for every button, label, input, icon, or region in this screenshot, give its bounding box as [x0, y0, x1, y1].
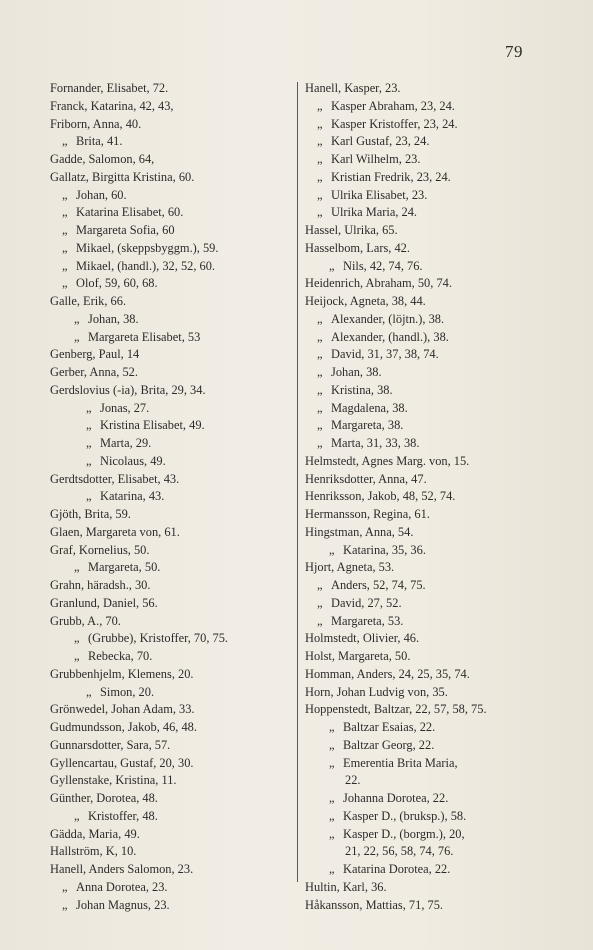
index-entry: [50, 240, 290, 258]
index-entry: [305, 293, 545, 311]
entry-text: Hanell, Anders Salomon, 23.: [50, 862, 194, 876]
ditto-mark: „: [317, 347, 323, 362]
entry-text: Kasper D., (borgm.), 20,: [343, 826, 465, 841]
ditto-mark: „: [62, 223, 68, 237]
index-entry: [305, 453, 545, 471]
index-entry: [305, 311, 545, 329]
ditto-mark: „: [329, 720, 335, 734]
entry-text: Gädda, Maria, 49.: [50, 826, 140, 841]
ditto-mark: „: [329, 791, 335, 805]
index-entry: [50, 311, 290, 329]
entry-text: Margareta Elisabet, 53: [88, 329, 201, 344]
entry-text: Hanell, Kasper, 23.: [305, 81, 401, 95]
entry-text: Margareta, 53.: [331, 613, 404, 628]
index-entry: [50, 169, 290, 187]
index-entry: [50, 151, 290, 169]
entry-text: Hallström, K, 10.: [50, 844, 137, 859]
entry-text: Hjort, Agneta, 53.: [305, 560, 395, 575]
ditto-mark: „: [86, 418, 92, 433]
entry-text: Johanna Dorotea, 22.: [343, 791, 449, 805]
index-entry: [50, 471, 290, 489]
entry-text: Hingstman, Anna, 54.: [305, 524, 414, 539]
entry-text: Anna Dorotea, 23.: [76, 879, 168, 894]
index-entry: [305, 417, 545, 435]
index-entry: [305, 861, 545, 879]
ditto-mark: „: [317, 436, 323, 450]
ditto-mark: „: [317, 98, 323, 113]
ditto-mark: „: [74, 329, 80, 344]
entry-text: Franck, Katarina, 42, 43,: [50, 98, 174, 113]
entry-text: Anders, 52, 74, 75.: [331, 578, 426, 592]
index-entry: [50, 524, 290, 542]
ditto-mark: „: [329, 862, 335, 876]
ditto-mark: „: [74, 631, 80, 646]
index-entry: [50, 737, 290, 755]
entry-text: (Grubbe), Kristoffer, 70, 75.: [88, 631, 229, 646]
entry-text: Fornander, Elisabet, 72.: [50, 81, 169, 95]
index-entry: [305, 471, 545, 489]
entry-text: Nils, 42, 74, 76.: [343, 258, 423, 273]
ditto-mark: „: [329, 808, 335, 823]
index-entry: [50, 275, 290, 293]
entry-text: Karl Wilhelm, 23.: [331, 152, 421, 166]
index-entry: [305, 808, 545, 826]
entry-text: Kristoffer, 48.: [88, 808, 158, 823]
entry-text: Baltzar Georg, 22.: [343, 737, 435, 752]
index-entry: [50, 719, 290, 737]
ditto-mark: „: [86, 400, 92, 415]
ditto-mark: „: [317, 187, 323, 202]
entry-text: Holst, Margareta, 50.: [305, 649, 411, 663]
index-entry: [50, 258, 290, 276]
index-entry: [305, 116, 545, 134]
entry-text: Gyllenstake, Kristina, 11.: [50, 773, 177, 788]
ditto-mark: „: [317, 311, 323, 326]
index-entry: [305, 790, 545, 808]
index-entry: [305, 151, 545, 169]
index-entry: [305, 98, 545, 116]
entry-text: Homman, Anders, 24, 25, 35, 74.: [305, 666, 470, 681]
entry-text: Simon, 20.: [100, 684, 155, 699]
index-entry: [305, 524, 545, 542]
entry-text: Magdalena, 38.: [331, 400, 408, 415]
index-entry: [50, 400, 290, 418]
index-entry: [50, 133, 290, 151]
index-entry: [305, 577, 545, 595]
index-entry: [50, 364, 290, 382]
entry-text: Heijock, Agneta, 38, 44.: [305, 294, 426, 308]
entry-text: Marta, 31, 33, 38.: [331, 436, 420, 450]
index-entry: [305, 80, 545, 98]
entry-text: Hermansson, Regina, 61.: [305, 507, 430, 521]
entry-text: Henriksdotter, Anna, 47.: [305, 471, 427, 486]
ditto-mark: „: [317, 205, 323, 220]
index-entry: [50, 506, 290, 524]
entry-text: 22.: [345, 773, 361, 788]
ditto-mark: „: [62, 187, 68, 202]
ditto-mark: „: [329, 755, 335, 770]
ditto-mark: „: [317, 400, 323, 415]
index-entry: [305, 329, 545, 347]
entry-text: Gjöth, Brita, 59.: [50, 507, 131, 521]
entry-text: Brita, 41.: [76, 134, 123, 149]
index-entry: [305, 772, 545, 790]
ditto-mark: „: [317, 595, 323, 610]
ditto-mark: „: [317, 169, 323, 184]
entry-text: Gallatz, Birgitta Kristina, 60.: [50, 169, 195, 184]
ditto-mark: „: [317, 116, 323, 131]
index-entry: [50, 329, 290, 347]
entry-text: Kasper Kristoffer, 23, 24.: [331, 116, 458, 131]
entry-text: Günther, Dorotea, 48.: [50, 791, 158, 805]
ditto-mark: „: [86, 453, 92, 468]
entry-text: Olof, 59, 60, 68.: [76, 276, 158, 291]
ditto-mark: „: [317, 329, 323, 344]
index-entry: [50, 630, 290, 648]
index-entry: [305, 737, 545, 755]
entry-text: Johan, 38.: [331, 365, 382, 379]
entry-text: Kristina, 38.: [331, 382, 393, 397]
entry-text: Alexander, (löjtn.), 38.: [331, 311, 445, 326]
index-entry: [50, 595, 290, 613]
index-entry: [305, 204, 545, 222]
ditto-mark: „: [329, 737, 335, 752]
index-entry: [305, 648, 545, 666]
index-entry: [50, 204, 290, 222]
index-entry: [305, 826, 545, 844]
entry-text: Galle, Erik, 66.: [50, 294, 127, 308]
index-entry: [305, 684, 545, 702]
entry-text: Alexander, (handl.), 38.: [331, 329, 449, 344]
index-entry: [305, 542, 545, 560]
ditto-mark: „: [62, 240, 68, 255]
index-entry: [305, 506, 545, 524]
entry-text: Håkansson, Mattias, 71, 75.: [305, 897, 444, 912]
entry-text: Holmstedt, Olivier, 46.: [305, 631, 420, 646]
index-entry: [50, 116, 290, 134]
ditto-mark: „: [62, 258, 68, 273]
index-entry: [50, 701, 290, 719]
entry-text: Kasper Abraham, 23, 24.: [331, 98, 455, 113]
index-entry: [50, 435, 290, 453]
entry-text: Grönwedel, Johan Adam, 33.: [50, 702, 195, 717]
entry-text: Gudmundsson, Jakob, 46, 48.: [50, 720, 197, 734]
index-entry: [50, 187, 290, 205]
index-entry: [305, 595, 545, 613]
entry-text: Heidenrich, Abraham, 50, 74.: [305, 276, 452, 291]
entry-text: Johan, 38.: [88, 311, 139, 326]
index-entry: [305, 222, 545, 240]
entry-text: Granlund, Daniel, 56.: [50, 595, 158, 610]
entry-text: Hassel, Ulrika, 65.: [305, 223, 398, 237]
entry-text: Margareta Sofia, 60: [76, 223, 175, 237]
entry-text: Grubbenhjelm, Klemens, 20.: [50, 666, 194, 681]
page-number: 79: [505, 42, 523, 61]
index-entry: [50, 843, 290, 861]
ditto-mark: „: [74, 649, 80, 663]
column-divider: [297, 82, 298, 882]
ditto-mark: „: [62, 276, 68, 291]
ditto-mark: „: [317, 382, 323, 397]
index-entry: [305, 187, 545, 205]
index-entry: [305, 719, 545, 737]
entry-text: Hoppenstedt, Baltzar, 22, 57, 58, 75.: [305, 702, 487, 717]
entry-text: Mikael, (handl.), 32, 52, 60.: [76, 258, 216, 273]
entry-text: Glaen, Margareta von, 61.: [50, 524, 180, 539]
entry-text: Kasper D., (bruksp.), 58.: [343, 808, 467, 823]
entry-text: Gerber, Anna, 52.: [50, 365, 138, 379]
index-entry: [50, 826, 290, 844]
ditto-mark: „: [62, 879, 68, 894]
entry-text: Gerdtsdotter, Elisabet, 43.: [50, 471, 180, 486]
ditto-mark: „: [317, 365, 323, 379]
index-entry: [305, 275, 545, 293]
index-entry: [50, 80, 290, 98]
entry-text: Katarina Dorotea, 22.: [343, 862, 451, 876]
entry-text: Horn, Johan Ludvig von, 35.: [305, 684, 448, 699]
entry-text: Genberg, Paul, 14: [50, 347, 140, 362]
index-entry: [305, 755, 545, 773]
ditto-mark: „: [86, 684, 92, 699]
entry-text: Karl Gustaf, 23, 24.: [331, 134, 430, 149]
index-entry: [305, 701, 545, 719]
ditto-mark: „: [74, 560, 80, 575]
index-entry: [305, 258, 545, 276]
entry-text: Rebecka, 70.: [88, 649, 153, 663]
entry-text: Marta, 29.: [100, 436, 152, 450]
index-entry: [305, 364, 545, 382]
entry-text: Emerentia Brita Maria,: [343, 755, 458, 770]
index-entry: [50, 488, 290, 506]
index-entry: [50, 684, 290, 702]
index-entry: [50, 559, 290, 577]
index-entry: [50, 861, 290, 879]
entry-text: 21, 22, 56, 58, 74, 76.: [345, 844, 454, 859]
entry-text: Baltzar Esaias, 22.: [343, 720, 436, 734]
index-entry: [50, 755, 290, 773]
index-entry: [50, 648, 290, 666]
entry-text: David, 27, 52.: [331, 595, 402, 610]
ditto-mark: „: [62, 134, 68, 149]
entry-text: Hasselbom, Lars, 42.: [305, 240, 410, 255]
index-entry: [305, 133, 545, 151]
entry-text: Gunnarsdotter, Sara, 57.: [50, 737, 171, 752]
index-entry: [50, 98, 290, 116]
ditto-mark: „: [74, 808, 80, 823]
entry-text: Nicolaus, 49.: [100, 453, 166, 468]
ditto-mark: „: [74, 311, 80, 326]
index-entry: [50, 879, 290, 897]
entry-text: Hultin, Karl, 36.: [305, 879, 387, 894]
index-entry: [50, 613, 290, 631]
index-entry: [50, 293, 290, 311]
index-entry: [305, 400, 545, 418]
index-entry: [50, 222, 290, 240]
index-column-right: [305, 80, 545, 914]
entry-text: Friborn, Anna, 40.: [50, 116, 142, 131]
ditto-mark: „: [62, 897, 68, 912]
entry-text: Katarina Elisabet, 60.: [76, 205, 184, 220]
index-entry: [305, 346, 545, 364]
ditto-mark: „: [317, 152, 323, 166]
index-entry: [305, 897, 545, 915]
index-entry: [305, 169, 545, 187]
index-entry: [50, 808, 290, 826]
ditto-mark: „: [317, 418, 323, 433]
ditto-mark: „: [62, 205, 68, 220]
index-entry: [50, 382, 290, 400]
entry-text: Gadde, Salomon, 64,: [50, 152, 155, 166]
ditto-mark: „: [86, 436, 92, 450]
index-entry: [50, 790, 290, 808]
index-entry: [305, 240, 545, 258]
index-entry: [50, 417, 290, 435]
entry-text: Henriksson, Jakob, 48, 52, 74.: [305, 489, 456, 504]
entry-text: Ulrika Elisabet, 23.: [331, 187, 428, 202]
index-entry: [50, 666, 290, 684]
index-entry: [305, 559, 545, 577]
entry-text: Grubb, A., 70.: [50, 613, 121, 628]
ditto-mark: „: [329, 258, 335, 273]
index-entry: [50, 897, 290, 915]
index-entry: [50, 453, 290, 471]
entry-text: Graf, Kornelius, 50.: [50, 542, 150, 557]
index-entry: [305, 666, 545, 684]
entry-text: Kristina Elisabet, 49.: [100, 418, 205, 433]
index-entry: [50, 542, 290, 560]
entry-text: Margareta, 50.: [88, 560, 161, 575]
entry-text: Kristian Fredrik, 23, 24.: [331, 169, 451, 184]
index-entry: [50, 772, 290, 790]
index-entry: [305, 879, 545, 897]
index-entry: [305, 435, 545, 453]
entry-text: Gerdslovius (-ia), Brita, 29, 34.: [50, 382, 206, 397]
index-entry: [305, 630, 545, 648]
entry-text: Margareta, 38.: [331, 418, 404, 433]
entry-text: Ulrika Maria, 24.: [331, 205, 418, 220]
index-entry: [305, 488, 545, 506]
ditto-mark: „: [317, 578, 323, 592]
index-entry: [305, 613, 545, 631]
entry-text: Mikael, (skeppsbyggm.), 59.: [76, 240, 219, 255]
ditto-mark: „: [329, 826, 335, 841]
index-entry: [305, 382, 545, 400]
ditto-mark: „: [317, 613, 323, 628]
index-column-left: [50, 80, 290, 914]
entry-text: Johan Magnus, 23.: [76, 897, 170, 912]
ditto-mark: „: [317, 134, 323, 149]
index-entry: [50, 577, 290, 595]
index-entry: [50, 346, 290, 364]
entry-text: Grahn, häradsh., 30.: [50, 578, 151, 592]
index-entry: [305, 843, 545, 861]
ditto-mark: „: [86, 489, 92, 504]
entry-text: Gyllencartau, Gustaf, 20, 30.: [50, 755, 194, 770]
entry-text: Jonas, 27.: [100, 400, 150, 415]
entry-text: Katarina, 43.: [100, 489, 165, 504]
entry-text: Johan, 60.: [76, 187, 127, 202]
ditto-mark: „: [329, 542, 335, 557]
entry-text: Helmstedt, Agnes Marg. von, 15.: [305, 453, 470, 468]
entry-text: Katarina, 35, 36.: [343, 542, 426, 557]
entry-text: David, 31, 37, 38, 74.: [331, 347, 439, 362]
